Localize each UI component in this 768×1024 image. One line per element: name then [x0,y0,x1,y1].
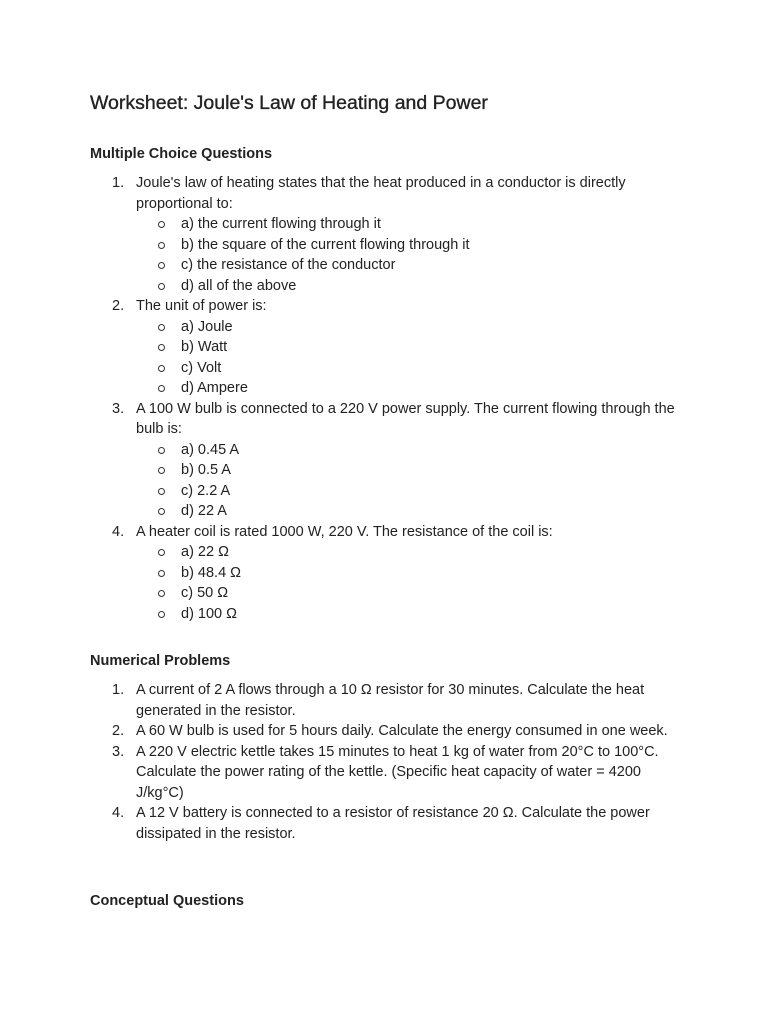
option-text: d) Ampere [181,380,248,396]
option-text: a) Joule [181,318,233,335]
circle-bullet-icon [158,467,165,474]
option-item [136,440,690,461]
circle-bullet-icon [158,570,165,577]
section-heading-multiple-choice: Multiple Choice Questions [90,146,273,162]
question-text: A 60 W bulb is used for 5 hours daily. Calculate the energy consumed in one week. [136,723,668,739]
question-number: 3. [112,400,125,417]
circle-bullet-icon [158,344,165,351]
question-number: 2. [112,723,125,739]
option-item [136,542,690,563]
option-item [136,501,690,522]
option-text: d) 100 Ω [181,605,237,622]
mcq-item-2 [90,296,690,399]
circle-bullet-icon [158,549,165,556]
option-item [136,563,690,584]
option-item [136,255,690,276]
multiple-choice-list [90,173,690,624]
circle-bullet-icon [158,590,165,597]
option-text: d) 22 A [181,503,227,519]
numerical-problems-list [90,680,690,844]
option-item [136,317,690,338]
option-item [136,276,690,297]
numerical-item-4 [90,803,690,844]
option-text: c) 50 Ω [181,585,229,601]
option-text: d) all of the above [181,277,297,294]
question-number: 1. [112,682,125,698]
page-title: Worksheet: Joule's Law of Heating and Power [90,92,488,114]
option-item [136,214,690,235]
option-item [136,337,690,358]
option-item [136,481,690,502]
circle-bullet-icon [158,262,165,269]
circle-bullet-icon [158,221,165,228]
circle-bullet-icon [158,385,165,392]
question-text: A heater coil is rated 1000 W, 220 V. The resistance of the coil is: [136,523,553,540]
question-number: 3. [112,743,125,760]
option-item [136,604,690,625]
option-text: a) 22 Ω [181,544,229,560]
circle-bullet-icon [158,242,165,249]
circle-bullet-icon [158,365,165,372]
numerical-item-1 [90,680,690,721]
option-item [136,460,690,481]
question-text: The unit of power is: [136,298,267,314]
circle-bullet-icon [158,447,165,454]
option-text: c) 2.2 A [181,482,231,499]
option-text: a) 0.45 A [181,441,240,458]
option-text: b) 0.5 A [181,462,231,478]
question-text: A current of 2 A flows through a 10 Ω resistor for 30 minutes. Calculate the heat generated in the resistor. [136,682,645,719]
numerical-item-2 [90,721,690,742]
question-text: A 100 W bulb is connected to a 220 V power supply. The current flowing through the bulb is: [136,400,675,437]
question-number: 2. [112,298,125,314]
numerical-item-3 [90,742,690,804]
circle-bullet-icon [158,488,165,495]
section-heading-numerical-problems: Numerical Problems [90,653,231,669]
options-list [136,542,690,624]
circle-bullet-icon [158,283,165,290]
question-number: 4. [112,805,125,821]
option-text: a) the current flowing through it [181,216,381,232]
option-item [136,583,690,604]
mcq-item-4 [90,522,690,625]
option-item [136,235,690,256]
question-number: 1. [112,175,125,191]
option-text: c) Volt [181,359,222,376]
mcq-item-3 [90,399,690,522]
section-heading-conceptual-questions: Conceptual Questions [90,893,244,909]
option-text: c) the resistance of the conductor [181,257,396,273]
options-list [136,214,690,296]
options-list [136,440,690,522]
option-text: b) Watt [181,339,228,355]
mcq-item-1 [90,173,690,296]
option-text: b) the square of the current flowing through it [181,236,470,253]
question-text: A 220 V electric kettle takes 15 minutes to heat 1 kg of water from 20°C to 100°C. Calculate the power rating of the kettle. (Specific heat capacity of water = 4200 J/kg°C) [136,743,659,801]
options-list [136,317,690,399]
circle-bullet-icon [158,611,165,618]
question-number: 4. [112,523,125,540]
circle-bullet-icon [158,508,165,515]
question-text: Joule's law of heating states that the heat produced in a conductor is directly proportional to: [136,175,626,212]
option-item [136,358,690,379]
question-text: A 12 V battery is connected to a resistor of resistance 20 Ω. Calculate the power dissipated in the resistor. [136,805,650,842]
circle-bullet-icon [158,324,165,331]
option-text: b) 48.4 Ω [181,564,242,581]
option-item [136,378,690,399]
